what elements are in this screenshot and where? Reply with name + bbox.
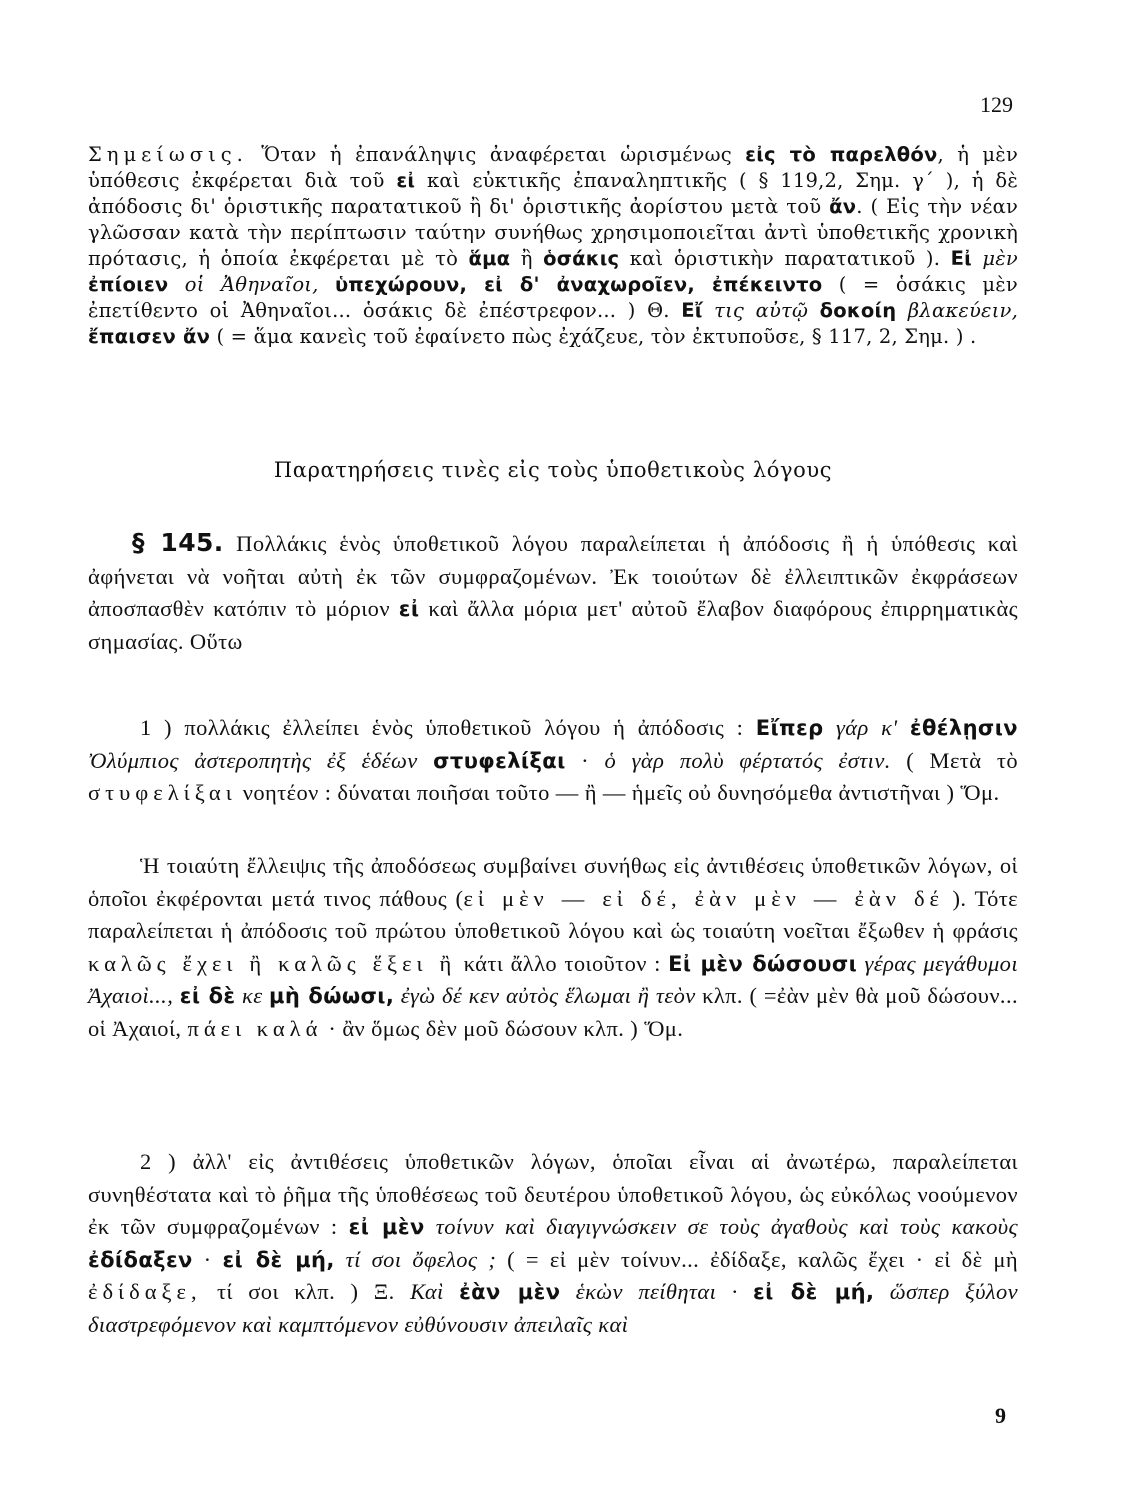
bold-phrase: εἰ δὲ [179,984,236,1009]
page-number: 129 [980,92,1013,117]
italic-phrase: γάρ κ' [823,715,910,740]
bold-phrase: ἄν [829,195,857,218]
body-text: κάτι ἄλλο τοιοῦτον : [456,950,669,976]
italic-phrase: μὲν [971,247,1018,270]
body-text: · [565,747,605,773]
italic-phrase: οἱ Ἀθηναῖοι, [168,273,335,296]
spaced-phrase: πάει καλά [187,1015,323,1041]
bold-phrase: εἰ δὲ μή, [753,1280,875,1305]
item-1-continuation-paragraph [88,850,1018,1046]
bold-phrase: εἰς τὸ παρελθόν [745,143,938,166]
bold-phrase: ἐὰν μὲν [459,1280,561,1305]
bold-phrase: ὑπεχώρουν, εἰ δ' ἀναχωροῖεν, ἐπέκειντο [334,273,823,296]
bold-phrase: στυφελίξαι [433,748,566,773]
note-text: . ( Εἰς τὴν νέαν γλῶσσαν κατὰ τὴν περίπτωσιν ταύτην συνήθως χρησιμοποιεῖται ἀντὶ ὑποθετικῆς χρονικὴ πρότασις, ἡ ὁποία ἐκφέρεται μὲ τὸ [88,195,1018,270]
italic-phrase: Καὶ [410,1279,460,1305]
signature-mark: 9 [995,1403,1006,1428]
bold-phrase: Εἰ μὲν δώσουσι [668,951,858,976]
bold-phrase: δοκοίη [819,299,897,322]
italic-phrase: τις αὐτῷ [702,299,820,322]
bold-phrase: εἰ [396,169,416,192]
bold-phrase: εἰ δὲ μή, [222,1247,335,1272]
italic-phrase: γέρας μεγάθυμοι Ἀχαιοὶ..., [88,950,1018,1009]
item-2-paragraph [88,1146,1018,1342]
spaced-phrase: καλῶς ἔχει ἢ καλῶς ἕξει ἢ [88,950,457,976]
body-text: ( = εἰ μὲν τοίνυν... ἐδίδαξε, καλῶς ἔχει · εἰ δὲ μὴ [496,1246,1019,1272]
bold-phrase: Εἴ [681,299,703,322]
bold-phrase: Εἴπερ [755,716,824,740]
bold-phrase: ἐπίοιεν [88,273,169,296]
note-text: καὶ ὁριστικὴν παρατατικοῦ ). [619,247,951,270]
bold-phrase: εἰ [398,597,420,622]
note-text: ( = ὁσάκις μὲν ἐπετίθεντο οἱ Ἀθηναῖοι... ὁσάκις δὲ ἐπέστρεφον... ) Θ. [88,273,1018,322]
bold-phrase: μὴ δώωσι, [268,984,395,1009]
section-heading: Παρατηρήσεις τινὲς εἰς τοὺς ὑποθετικοὺς λόγους [273,458,833,482]
bold-phrase: ὁσάκις [543,247,620,270]
body-text: · ἂν ὅμως δὲν μοῦ δώσουν κλπ. ) Ὅμ. [322,1015,684,1041]
body-text: · [192,1246,223,1272]
body-text: Ἡ τοιαύτη ἔλλειψις τῆς ἀποδόσεως συμβαίνει συνήθως εἰς ἀντιθέσεις ὑποθετικῶν λόγων, οἱ ὁποῖοι ἐκφέρονται μετά τινος πάθους ( [88,853,1018,911]
note-text: ( = ἅμα κανεὶς τοῦ ἐφαίνετο πὼς ἐχάζευε, τὸν ἐκτυποῦσε, § 117, 2, Σημ. ) . [210,325,977,348]
bold-phrase: ἐδίδαξεν [88,1247,193,1272]
body-text: καὶ ἄλλα μόρια μετ' αὐτοῦ ἔλαβον διαφόρους ἐπιρρηματικὰς σημασίας. Οὕτω [88,596,1018,654]
italic-phrase: κε [235,983,269,1009]
bold-phrase: ἅμα [468,247,511,270]
italic-phrase: ἑκὼν πείθηται · [560,1279,754,1305]
spaced-phrase: στυφελίξαι [88,780,237,806]
spaced-phrase: εἰ μὲν — εἰ δέ, ἐὰν μὲν — ἐὰν δέ [463,885,945,911]
note-text: καὶ εὐκτικῆς ἐπαναληπτικῆς ( § 119,2, Σημ. γ΄ ), ἡ δὲ ἀπόδοσις δι' ὁριστικῆς παρατατικοῦ ἢ δι' ὁριστικῆς ἀορίστου μετὰ τοῦ [88,169,1018,218]
italic-phrase: τί σοι ὄφελος ; [334,1246,497,1272]
bold-phrase: εἰ μὲν [348,1215,425,1240]
italic-phrase: τοίνυν καὶ διαγιγνώσκειν σε τοὺς ἀγαθοὺς καὶ τοὺς κακοὺς [424,1214,1018,1240]
italic-phrase: ὁ γὰρ πολὺ φέρτατός ἐστιν. [604,747,891,773]
body-text: Πολλάκις ἑνὸς ὑποθετικοῦ λόγου παραλείπεται ἡ ἀπόδοσις ἢ ἡ ὑπόθεσις καὶ ἀφήνεται νὰ νοῆται αὐτὴ ἐκ τῶν συμφραζομένων. Ἐκ τοιούτων δὲ ἐλλειπτικῶν ἐκφράσεων ἀποσπασθὲν κατόπιν τὸ μόριον [88,531,1018,622]
bold-phrase: ἔπαισεν ἄν [88,325,211,348]
body-text: 1 ) πολλάκις ἐλλείπει ἑνὸς ὑποθετικοῦ λόγου ἡ ἀπόδοσις : [140,715,756,740]
note-text: Ὅταν ἡ ἐπανάληψις ἀναφέρεται ὡρισμένως [247,143,746,166]
italic-phrase: Ὀλύμπιος ἀστεροπητὴς ἐξ ἑδέων [88,747,434,773]
italic-phrase: ὥσπερ ξύλον διαστρεφόμενον καὶ καμπτόμενον εὐθύνουσιν ἀπειλαῖς καὶ [88,1279,1018,1337]
bold-phrase: Εἰ [950,247,972,270]
note-paragraph [88,142,1018,350]
body-text: κλπ. ( =ἐὰν μὲν θὰ μοῦ δώσουν... οἱ Ἀχαιοί, [88,983,1018,1041]
note-text: , ἡ μὲν ὑπόθεσις ἐκφέρεται διὰ τοῦ [88,143,1018,192]
body-text: ( Μετὰ τὸ [890,747,1018,773]
italic-phrase: ἐγὼ δέ κεν αὐτὸς ἕλωμαι ἢ τεὸν [394,983,696,1009]
body-text: 2 ) ἀλλ' εἰς ἀντιθέσεις ὑποθετικῶν λόγων, ὁποῖαι εἶναι αἱ ἀνωτέρω, παραλείπεται συνηθέστατα καὶ τὸ ῥῆμα τῆς ὑποθέσεως τοῦ δευτέρου ὑποθετικοῦ λόγου, ὡς εὐκόλως νοούμενον ἐκ τῶν συμφραζομένων : [88,1149,1018,1240]
body-text: τί σοι κλπ. ) Ξ. [201,1279,411,1305]
section-145-paragraph [88,527,1018,658]
body-text: ). Τότε παραλείπεται ἡ ἀπόδοσις τοῦ πρώτου ὑποθετικοῦ λόγου καὶ ὡς τοιαύτη νοεῖται ἔξωθεν ἡ φράσις [88,885,1019,944]
section-number: § 145. [132,528,224,557]
note-label: Σημείωσις. [88,143,248,166]
italic-phrase: βλακεύειν, [896,299,1019,322]
spaced-phrase: ἐδίδαξε, [88,1279,202,1305]
body-text: νοητέον : δύναται ποιῆσαι τοῦτο — ἢ — ἡμεῖς οὐ δυνησόμεθα ἀντιστῆναι ) Ὅμ. [236,780,1000,806]
item-1-paragraph [88,712,1018,810]
note-text: ἢ [510,247,544,270]
bold-phrase: ἐθέλῃσιν [909,716,1018,740]
